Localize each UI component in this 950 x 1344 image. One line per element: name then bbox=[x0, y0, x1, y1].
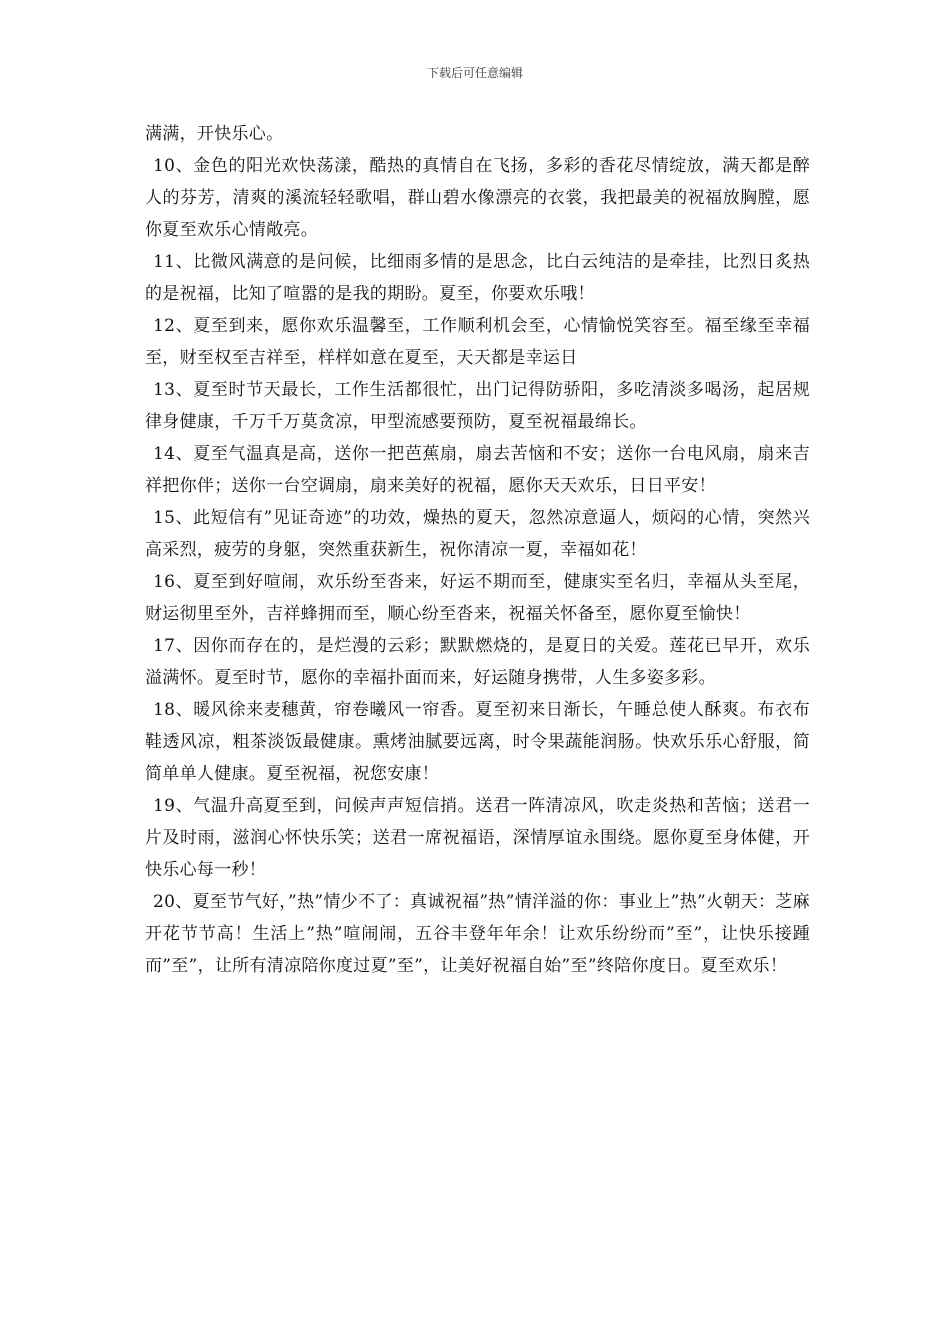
paragraph-12: 12、夏至到来，愿你欢乐温馨至，工作顺利机会至，心情愉悦笑容至。福至缘至幸福至，财至权至吉祥至，样样如意在夏至，天天都是幸运日 bbox=[145, 316, 810, 368]
paragraph-continuation: 满满，开快乐心。 bbox=[145, 124, 284, 144]
paragraph-13: 13、夏至时节天最长，工作生活都很忙，出门记得防骄阳，多吃清淡多喝汤，起居规律身健康，千万千万莫贪凉，甲型流感要预防，夏至祝福最绵长。 bbox=[145, 380, 810, 432]
paragraph-20: 20、夏至节气好，”热”情少不了：真诚祝福”热”情洋溢的你：事业上”热”火朝天：芝麻开花节节高！生活上”热”喧闹闹，五谷丰登年年余！让欢乐纷纷而”至”，让快乐接踵而”至”，让所有清凉陪你度过夏”至”，让美好祝福自始”至”终陪你度日。夏至欢乐！ bbox=[145, 892, 810, 976]
paragraph-14: 14、夏至气温真是高，送你一把芭蕉扇，扇去苦恼和不安；送你一台电风扇，扇来吉祥把你伴；送你一台空调扇，扇来美好的祝福，愿你天天欢乐，日日平安！ bbox=[145, 444, 810, 496]
paragraph-16: 16、夏至到好喧闹，欢乐纷至沓来，好运不期而至，健康实至名归，幸福从头至尾，财运彻里至外，吉祥蜂拥而至，顺心纷至沓来，祝福关怀备至，愿你夏至愉快！ bbox=[145, 572, 810, 624]
paragraph-19: 19、气温升高夏至到，问候声声短信捎。送君一阵清凉风，吹走炎热和苦恼；送君一片及时雨，滋润心怀快乐笑；送君一席祝福语，深情厚谊永围绕。愿你夏至身体健，开快乐心每一秒！ bbox=[145, 796, 810, 880]
paragraph-10: 10、金色的阳光欢快荡漾，酷热的真情自在飞扬，多彩的香花尽情绽放，满天都是醉人的芬芳，清爽的溪流轻轻歌唱，群山碧水像漂亮的衣裳，我把最美的祝福放胸膛，愿你夏至欢乐心情敞亮。 bbox=[145, 156, 810, 240]
paragraph-18: 18、暖风徐来麦穗黄，帘卷曦风一帘香。夏至初来日渐长，午睡总使人酥爽。布衣布鞋透风凉，粗茶淡饭最健康。熏烤油腻要远离，时令果蔬能润肠。快欢乐乐心舒服，简简单单人健康。夏至祝福，祝您安康！ bbox=[145, 700, 810, 784]
document-body bbox=[145, 118, 810, 982]
paragraph-11: 11、比微风满意的是问候，比细雨多情的是思念，比白云纯洁的是牵挂，比烈日炙热的是祝福，比知了喧嚣的是我的期盼。夏至，你要欢乐哦！ bbox=[145, 252, 810, 304]
paragraph-17: 17、因你而存在的，是烂漫的云彩；默默燃烧的，是夏日的关爱。莲花已早开，欢乐溢满怀。夏至时节，愿你的幸福扑面而来，好运随身携带，人生多姿多彩。 bbox=[145, 636, 810, 688]
paragraph-15: 15、此短信有”见证奇迹”的功效，燥热的夏天，忽然凉意逼人，烦闷的心情，突然兴高采烈，疲劳的身躯，突然重获新生，祝你清凉一夏，幸福如花！ bbox=[145, 508, 810, 560]
page-header: 下载后可任意编辑 bbox=[426, 66, 523, 80]
